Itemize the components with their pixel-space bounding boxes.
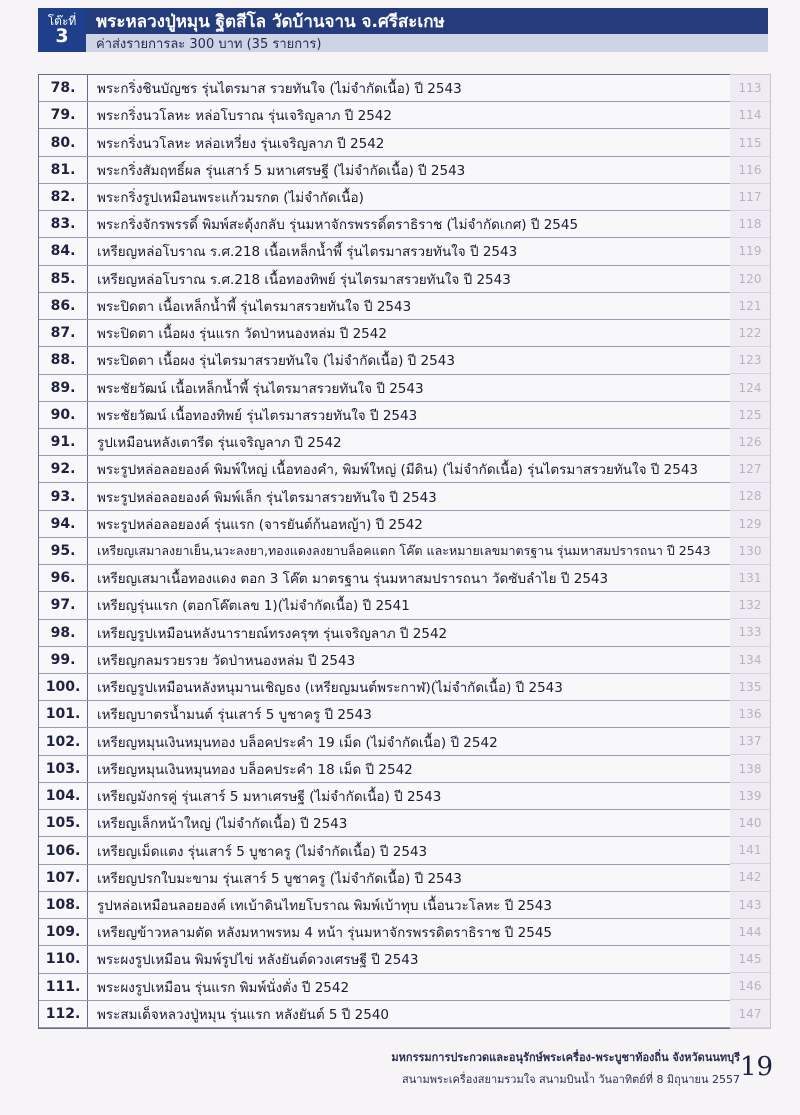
table-row (39, 75, 731, 102)
item-description: เหรียญปรกใบมะขาม รุ่นเสาร์ 5 บูชาครู (ไม่จำกัดเนื้อ) ปี 2543 (97, 870, 462, 887)
table-row (39, 783, 731, 810)
table-row (39, 1001, 731, 1028)
item-description: พระรูปหล่อลอยองค์ รุ่นแรก (จารยันต์ก้นอหญ้า) ปี 2542 (97, 516, 423, 533)
item-number: 98. (50, 624, 76, 641)
table-row (39, 974, 731, 1001)
item-number: 84. (50, 243, 76, 260)
table-row (39, 102, 731, 129)
table-row (39, 946, 731, 973)
ghost-number: 114 (730, 102, 770, 129)
table-row (39, 647, 731, 674)
item-description: เหรียญเสมาเนื้อทองแดง ตอก 3 โค๊ต มาตรฐาน รุ่นมหาสมปรารถนา วัดซับลำไย ปี 2543 (97, 571, 609, 588)
table-row (39, 837, 731, 864)
ghost-number: 131 (730, 565, 770, 592)
table-row (39, 674, 731, 701)
item-number: 80. (50, 134, 76, 151)
ghost-number: 115 (730, 129, 770, 156)
table-row (39, 483, 731, 510)
ghost-number: 113 (730, 75, 770, 102)
items-table (38, 74, 732, 1029)
item-description: พระกริ่งนวโลหะ หล่อโบราณ รุ่นเจริญลาภ ปี 2542 (97, 108, 392, 125)
item-description: เหรียญเสมาลงยาเย็น,นวะลงยา,ทองแดงลงยาบล็อคแตก โค๊ต และหมายเลขมาตรฐาน รุ่นมหาสมปรารถนา ปี 2543 (97, 542, 711, 558)
item-number: 91. (50, 434, 76, 451)
ghost-number: 118 (730, 211, 770, 238)
ghost-number: 141 (730, 837, 770, 864)
item-number: 94. (50, 515, 76, 532)
item-number: 85. (50, 270, 76, 287)
table-row (39, 293, 731, 320)
table-row (39, 157, 731, 184)
ghost-number: 116 (730, 157, 770, 184)
item-number: 108. (45, 896, 81, 913)
table-row (39, 456, 731, 483)
item-description: เหรียญมังกรคู่ รุ่นเสาร์ 5 มหาเศรษฐี (ไม่จำกัดเนื้อ) ปี 2543 (97, 789, 442, 806)
item-description: เหรียญข้าวหลามตัด หลังมหาพรหม 4 หน้า รุ่นมหาจักรพรรดิตราธิราช ปี 2545 (97, 925, 553, 942)
item-description: เหรียญหมุนเงินหมุนทอง บล็อคประคำ 19 เม็ด (ไม่จำกัดเนื้อ) ปี 2542 (97, 734, 498, 751)
item-number: 81. (50, 161, 76, 178)
item-number: 102. (45, 733, 81, 750)
ghost-number: 143 (730, 892, 770, 919)
ghost-number: 144 (730, 919, 770, 946)
item-description: พระปิดตา เนื้อผง รุ่นแรก วัดป่าหนองหล่ม ปี 2542 (97, 326, 387, 343)
item-number: 97. (50, 597, 76, 614)
item-description: พระกริ่งชินบัญชร รุ่นไตรมาส รวยทันใจ (ไม่จำกัดเนื้อ) ปี 2543 (97, 81, 462, 98)
table-tag-number: 3 (55, 24, 69, 47)
item-number: 109. (45, 924, 81, 941)
item-number: 89. (50, 379, 76, 396)
item-description: พระปิดตา เนื้อผง รุ่นไตรมาสรวยทันใจ (ไม่จำกัดเนื้อ) ปี 2543 (97, 353, 455, 370)
item-description: รูปเหมือนหลังเตารีด รุ่นเจริญลาภ ปี 2542 (97, 435, 342, 452)
ghost-number: 133 (730, 619, 770, 646)
item-description: เหรียญรูปเหมือนหลังนารายณ์ทรงครุฑ รุ่นเจริญลาภ ปี 2542 (97, 625, 448, 642)
item-number: 107. (45, 869, 81, 886)
table-row (39, 184, 731, 211)
item-number: 101. (45, 706, 81, 723)
item-description: เหรียญหล่อโบราณ ร.ศ.218 เนื้อทองทิพย์ รุ่นไตรมาสรวยทันใจ ปี 2543 (97, 271, 511, 288)
ghost-number: 137 (730, 728, 770, 755)
item-description: พระผงรูปเหมือน พิมพ์รูปไข่ หลังยันต์ดวงเศรษฐี ปี 2543 (97, 952, 419, 969)
item-description: พระรูปหล่อลอยองค์ พิมพ์เล็ก รุ่นไตรมาสรวยทันใจ ปี 2543 (97, 489, 437, 506)
item-number: 106. (45, 842, 81, 859)
ghost-number: 123 (730, 347, 770, 374)
ghost-number: 142 (730, 864, 770, 891)
item-number: 92. (50, 461, 76, 478)
item-number: 95. (50, 542, 76, 559)
ghost-number: 119 (730, 238, 770, 265)
item-number: 103. (45, 760, 81, 777)
ghost-number: 128 (730, 483, 770, 510)
ghost-number: 130 (730, 538, 770, 565)
item-description: พระกริ่งนวโลหะ หล่อเหวี่ยง รุ่นเจริญลาภ ปี 2542 (97, 135, 385, 152)
table-row (39, 375, 731, 402)
item-description: รูปหล่อเหมือนลอยองค์ เทเบ้าดินไทยโบราณ พิมพ์เบ้าทุบ เนื้อนวะโลหะ ปี 2543 (97, 897, 552, 914)
footer-event-title: มหกรรมการประกวดและอนุรักษ์พระเครื่อง-พระบูชาท้องถิ่น จังหวัดนนทบุรี (391, 1051, 740, 1064)
item-number: 78. (50, 80, 76, 97)
ghost-number: 129 (730, 511, 770, 538)
item-number: 96. (50, 570, 76, 587)
table-row (39, 129, 731, 156)
table-row (39, 320, 731, 347)
item-number: 110. (45, 951, 81, 968)
item-number: 86. (50, 297, 76, 314)
table-row (39, 402, 731, 429)
item-number: 79. (50, 107, 76, 124)
item-description: พระชัยวัฒน์ เนื้อเหล็กน้ำพี้ รุ่นไตรมาสรวยทันใจ ปี 2543 (97, 380, 424, 397)
ghost-number: 136 (730, 701, 770, 728)
item-description: พระสมเด็จหลวงปู่หมุน รุ่นแรก หลังยันต์ 5 ปี 2540 (97, 1006, 390, 1023)
item-number: 112. (45, 1005, 81, 1022)
table-row (39, 620, 731, 647)
ghost-number: 132 (730, 592, 770, 619)
ghost-number: 121 (730, 293, 770, 320)
item-description: พระชัยวัฒน์ เนื้อทองทิพย์ รุ่นไตรมาสรวยทันใจ ปี 2543 (97, 407, 418, 424)
table-row (39, 211, 731, 238)
table-row (39, 429, 731, 456)
item-description: เหรียญรูปเหมือนหลังหนุมานเชิญธง (เหรียญมนต์พระกาฬ)(ไม่จำกัดเนื้อ) ปี 2543 (97, 680, 563, 697)
ghost-number: 140 (730, 810, 770, 837)
item-number: 83. (50, 216, 76, 233)
item-description: เหรียญเม็ดแตง รุ่นเสาร์ 5 บูชาครู (ไม่จำกัดเนื้อ) ปี 2543 (97, 843, 428, 860)
table-row (39, 728, 731, 755)
table-row (39, 347, 731, 374)
ghost-number: 146 (730, 973, 770, 1000)
table-row (39, 238, 731, 265)
item-description: พระกริ่งสัมฤทธิ์ผล รุ่นเสาร์ 5 มหาเศรษฐี (ไม่จำกัดเนื้อ) ปี 2543 (97, 162, 466, 179)
item-description: พระผงรูปเหมือน รุ่นแรก พิมพ์นั่งตั่ง ปี 2542 (97, 979, 350, 996)
table-number-tag (38, 8, 86, 52)
ghost-number: 125 (730, 402, 770, 429)
table-row (39, 592, 731, 619)
ghost-number: 117 (730, 184, 770, 211)
ghost-number: 120 (730, 266, 770, 293)
table-row (39, 266, 731, 293)
item-description: เหรียญหมุนเงินหมุนทอง บล็อคประคำ 18 เม็ด ปี 2542 (97, 761, 413, 778)
ghost-number: 147 (730, 1000, 770, 1027)
table-row (39, 892, 731, 919)
item-description: เหรียญเล็กหน้าใหญ่ (ไม่จำกัดเนื้อ) ปี 2543 (97, 816, 348, 833)
ghost-number: 145 (730, 946, 770, 973)
ghost-number: 127 (730, 456, 770, 483)
page-footer (391, 1048, 740, 1088)
table-tag-label: โต๊ะที่ (47, 13, 77, 28)
item-description: เหรียญบาตรน้ำมนต์ รุ่นเสาร์ 5 บูชาครู ปี 2543 (97, 707, 372, 724)
item-number: 88. (50, 352, 76, 369)
section-subtitle: ค่าส่งรายการละ 300 บาท (35 รายการ) (86, 34, 768, 52)
ghost-number: 122 (730, 320, 770, 347)
table-row (39, 810, 731, 837)
item-number: 104. (45, 788, 81, 805)
table-row (39, 538, 731, 565)
table-header (38, 8, 768, 52)
bleed-through-column (730, 74, 771, 1029)
ghost-number: 126 (730, 429, 770, 456)
item-description: พระรูปหล่อลอยองค์ พิมพ์ใหญ่ เนื้อทองคำ, พิมพ์ใหญ่ (มีดิน) (ไม่จำกัดเนื้อ) รุ่นไตรมาสรวยทันใจ ปี 2543 (97, 462, 699, 479)
ghost-number: 138 (730, 755, 770, 782)
item-number: 100. (45, 679, 81, 696)
ghost-number: 134 (730, 647, 770, 674)
table-row (39, 565, 731, 592)
table-row (39, 865, 731, 892)
item-description: เหรียญกลมรวยรวย วัดป่าหนองหล่ม ปี 2543 (97, 652, 356, 669)
section-title: พระหลวงปู่หมุน ฐิตสีโล วัดบ้านจาน จ.ศรีสะเกษ (86, 8, 768, 34)
item-number: 90. (50, 406, 76, 423)
table-row (39, 701, 731, 728)
table-row (39, 511, 731, 538)
ghost-number: 135 (730, 674, 770, 701)
item-number: 87. (50, 325, 76, 342)
item-number: 105. (45, 815, 81, 832)
item-description: พระปิดตา เนื้อเหล็กน้ำพี้ รุ่นไตรมาสรวยทันใจ ปี 2543 (97, 298, 412, 315)
item-description: เหรียญหล่อโบราณ ร.ศ.218 เนื้อเหล็กน้ำพี้ รุ่นไตรมาสรวยทันใจ ปี 2543 (97, 244, 518, 261)
item-number: 82. (50, 189, 76, 206)
table-row (39, 756, 731, 783)
ghost-number: 124 (730, 374, 770, 401)
item-number: 99. (50, 651, 76, 668)
footer-event-venue: สนามพระเครื่องสยามรวมใจ สนามบินน้ำ วันอาทิตย์ที่ 8 มิถุนายน 2557 (402, 1073, 740, 1086)
item-description: เหรียญรุ่นแรก (ตอกโค๊ตเลข 1)(ไม่จำกัดเนื้อ) ปี 2541 (97, 598, 410, 615)
page-number: 19 (740, 1052, 774, 1082)
item-description: พระกริ่งรูปเหมือนพระแก้วมรกต (ไม่จำกัดเนื้อ) (97, 190, 364, 207)
item-number: 93. (50, 488, 76, 505)
ghost-number: 139 (730, 783, 770, 810)
table-row (39, 919, 731, 946)
item-number: 111. (45, 978, 81, 995)
item-description: พระกริ่งจักรพรรดิ์ พิมพ์สะดุ้งกลับ รุ่นมหาจักรพรรดิ์ตราธิราช (ไม่จำกัดเกศ) ปี 2545 (97, 217, 579, 234)
